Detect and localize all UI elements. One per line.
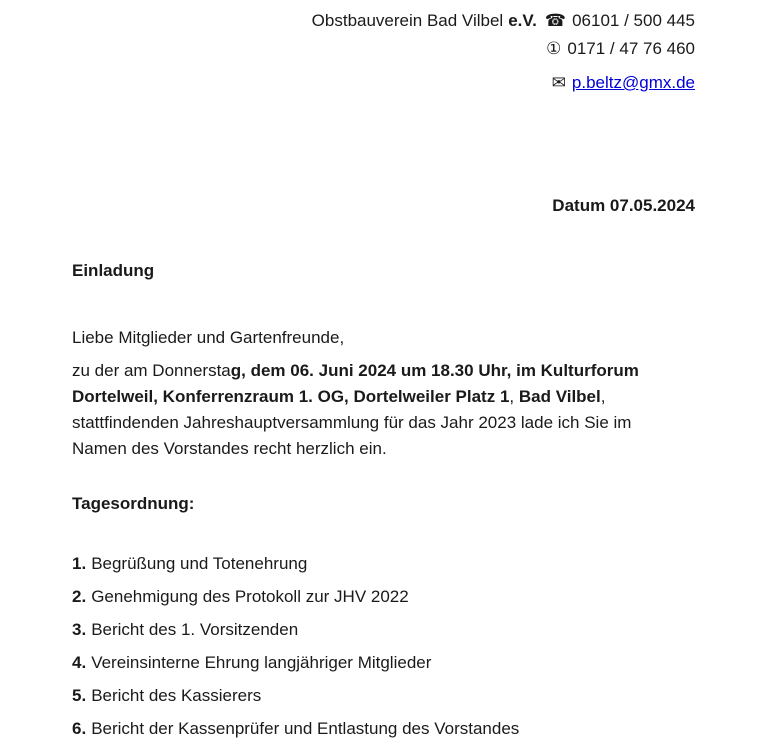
letterhead: [312, 8, 695, 96]
agenda-item-number: 4.: [72, 653, 87, 672]
mobile-line: [312, 36, 695, 62]
org-name: Obstbauverein Bad Vilbel: [311, 11, 504, 30]
agenda-item-text: Genehmigung des Protokoll zur JHV 2022: [91, 587, 409, 606]
agenda-item-text: Bericht des 1. Vorsitzenden: [91, 620, 299, 639]
org-line: [312, 8, 695, 34]
mobile-phone-icon: ①: [546, 39, 562, 58]
agenda-item-number: 5.: [72, 686, 87, 705]
salutation: Liebe Mitglieder und Gartenfreunde,: [72, 328, 345, 347]
intro-segment-bold: g, dem 06. Juni 2024 um 18.30 Uhr, im Kulturforum Dortelweil, Konferrenzraum 1. OG, Dortelweiler Platz 1: [72, 361, 639, 406]
agenda-item-number: 6.: [72, 719, 87, 738]
agenda-item: [72, 587, 712, 607]
mobile-number: 0171 / 47 76 460: [567, 39, 695, 58]
agenda-item: [72, 653, 712, 673]
agenda-title: Tagesordnung:: [72, 494, 195, 513]
agenda-item-text: Bericht des Kassierers: [91, 686, 262, 705]
phone-number: 06101 / 500 445: [572, 11, 695, 30]
date-line: Datum 07.05.2024: [552, 196, 695, 215]
letter-title: Einladung: [72, 261, 155, 280]
email-line: [312, 70, 695, 96]
intro-paragraph: [72, 358, 686, 462]
intro-segment: , stattfindenden Jahreshauptversammlung für das Jahr 2023 lade ich Sie im Namen des Vorstandes recht herzlich ein.: [72, 387, 632, 458]
email-link[interactable]: p.beltz@gmx.de: [571, 73, 695, 92]
agenda-item-number: 3.: [72, 620, 87, 639]
agenda-item: [72, 620, 712, 640]
agenda-item-number: 2.: [72, 587, 87, 606]
envelope-icon: ✉: [551, 73, 566, 92]
agenda-item: [72, 686, 712, 706]
intro-segment: ,: [509, 387, 519, 406]
intro-segment: zu der am Donnersta: [72, 361, 231, 380]
org-suffix: e.V.: [508, 11, 537, 30]
agenda-item: [72, 554, 712, 574]
phone-icon: ☎: [544, 11, 567, 30]
agenda-item-text: Bericht der Kassenprüfer und Entlastung des Vorstandes: [91, 719, 520, 738]
intro-segment-bold: Bad Vilbel: [518, 387, 601, 406]
agenda-item-text: Vereinsinterne Ehrung langjähriger Mitglieder: [91, 653, 432, 672]
agenda-list: [72, 554, 712, 750]
agenda-item: [72, 719, 712, 739]
agenda-item-text: Begrüßung und Totenehrung: [91, 554, 308, 573]
agenda-item-number: 1.: [72, 554, 87, 573]
